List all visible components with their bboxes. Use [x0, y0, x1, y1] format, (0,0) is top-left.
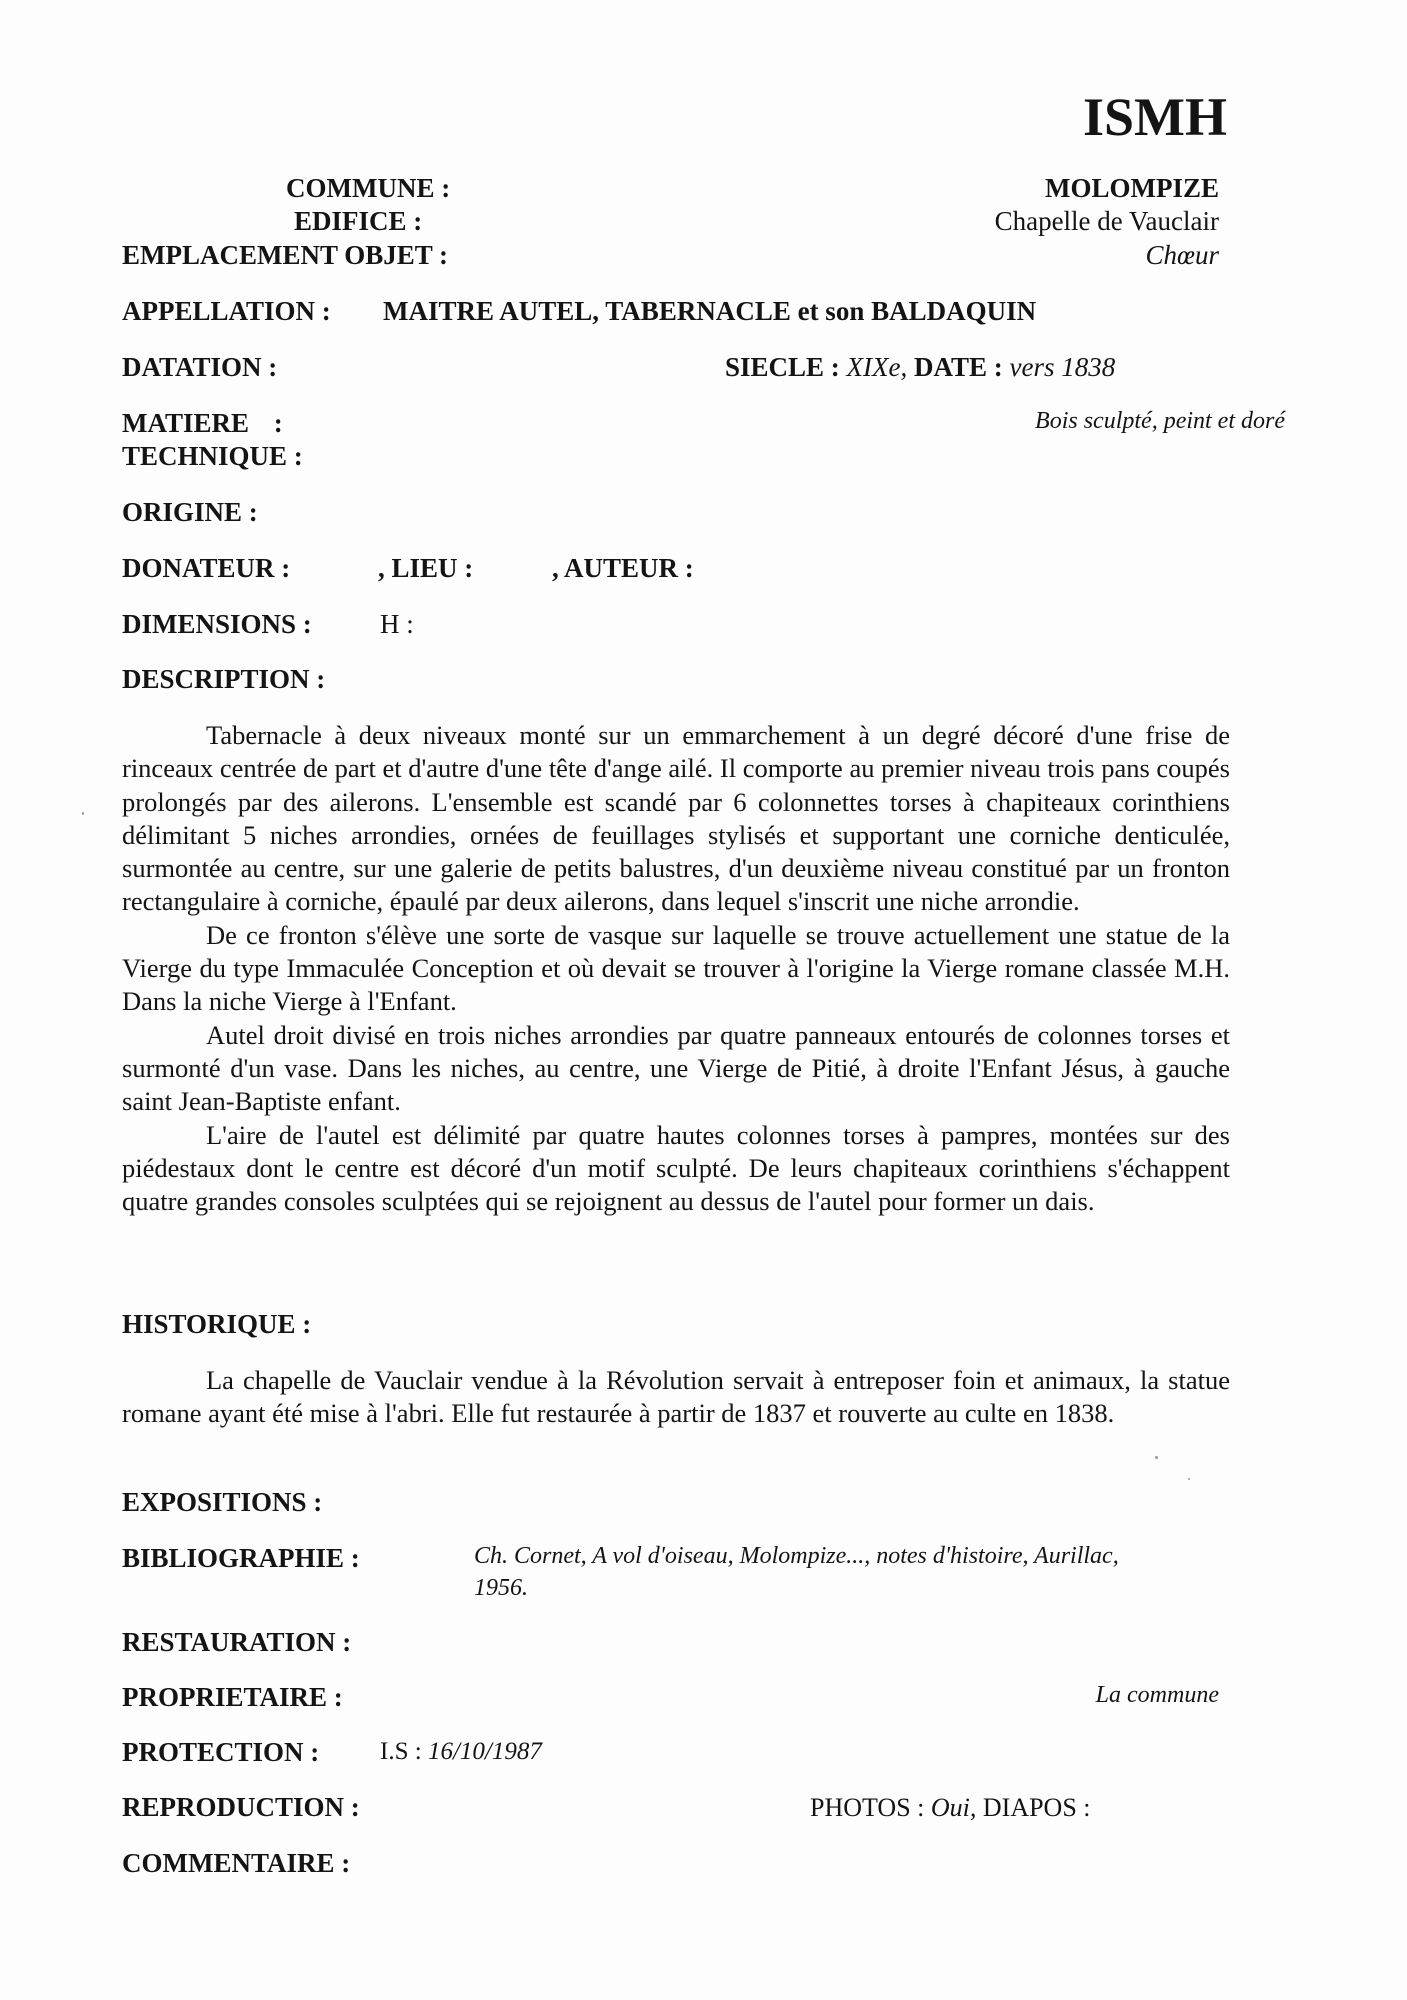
auteur-label: , AUTEUR : — [552, 553, 694, 583]
protection-date: 16/10/1987 — [427, 1738, 542, 1765]
matiere-value: Bois sculpté, peint et doré — [1035, 408, 1285, 434]
dimensions-label: DIMENSIONS : — [122, 609, 312, 639]
date-label: DATE : — [914, 352, 1003, 382]
description-paragraph: Tabernacle à deux niveaux monté sur un emmarchement à un degré décoré d'une frise de rinceaux centrée de part et d'autre d'une tête d'ange ailé. Il comporte au premier niveau trois pans coupés prolongés par des ailerons. L'ensemble est scandé par 6 colonnettes torses à chapiteaux corinthiens délimitant 5 niches arrondies, ornées de feuillages stylisés et supportant une corniche denticulée, surmontée au centre, sur une galerie de petits balustres, d'un deuxième niveau constitué par un fronton rectangulaire à corniche, épaulé par deux ailerons, dans lequel s'inscrit une niche arrondie. — [122, 720, 1230, 917]
scan-speck — [1155, 1456, 1158, 1459]
origine-label: ORIGINE : — [122, 497, 258, 527]
historique-paragraph: La chapelle de Vauclair vendue à la Révolution servait à entreposer foin et animaux, la statue romane ayant été mise à l'abri. Elle fut restaurée à partir de 1837 et rouverte au culte en 1838. — [122, 1365, 1230, 1429]
matiere-label: MATIERE : — [122, 408, 283, 438]
protection-value — [380, 1738, 542, 1766]
scan-speck — [82, 812, 84, 815]
scan-speck — [1188, 1478, 1190, 1480]
donateur-label: DONATEUR : — [122, 553, 291, 583]
appellation-label: APPELLATION : — [122, 296, 331, 326]
commentaire-label: COMMENTAIRE : — [122, 1848, 351, 1878]
reproduction-label: REPRODUCTION : — [122, 1792, 360, 1822]
historique-label: HISTORIQUE : — [122, 1309, 312, 1339]
lieu-label: , LIEU : — [378, 553, 474, 583]
bibliographie-line-2: 1956. — [474, 1575, 528, 1601]
edifice-label: EDIFICE : — [294, 206, 423, 236]
description-label: DESCRIPTION : — [122, 664, 326, 694]
description-text — [122, 719, 1230, 1218]
expositions-label: EXPOSITIONS : — [122, 1487, 323, 1517]
proprietaire-label: PROPRIETAIRE : — [122, 1682, 343, 1712]
siecle-value: XIXe, — [846, 352, 908, 382]
proprietaire-value: La commune — [1095, 1682, 1219, 1708]
datation-label: DATATION : — [122, 352, 278, 382]
technique-label: TECHNIQUE : — [122, 441, 303, 471]
emplacement-label: EMPLACEMENT OBJET : — [122, 240, 449, 270]
edifice-value: Chapelle de Vauclair — [994, 206, 1219, 236]
siecle-label: SIECLE : — [725, 352, 840, 382]
datation-values — [725, 352, 1115, 383]
description-paragraph: L'aire de l'autel est délimité par quatre hautes colonnes torses à pampres, montées sur des piédestaux dont le centre est décoré d'un motif sculpté. De leurs chapiteaux corinthiens s'échappent quatre grandes consoles sculptées qui se rejoignent au dessus de l'autel pour former un dais. — [122, 1119, 1230, 1217]
protection-label: PROTECTION : — [122, 1737, 320, 1767]
diapos-label: DIAPOS : — [982, 1793, 1091, 1822]
commune-label: COMMUNE : — [286, 173, 451, 203]
restauration-label: RESTAURATION : — [122, 1627, 352, 1657]
description-paragraph: De ce fronton s'élève une sorte de vasque sur laquelle se trouve actuellement une statue de la Vierge du type Immaculée Conception et où devait se trouver à l'origine la Vierge romane classée M.H. Dans la niche Vierge à l'Enfant. — [122, 919, 1230, 1017]
dimensions-value: H : — [380, 609, 414, 639]
bibliographie-label: BIBLIOGRAPHIE : — [122, 1543, 360, 1573]
document-code: ISMH — [1082, 87, 1227, 147]
historique-text — [122, 1364, 1230, 1431]
reproduction-values — [810, 1793, 1091, 1823]
appellation-value: MAITRE AUTEL, TABERNACLE et son BALDAQUIN — [383, 296, 1037, 326]
description-paragraph: Autel droit divisé en trois niches arrondies par quatre panneaux entourés de colonnes torses et surmonté d'un vase. Dans les niches, au centre, une Vierge de Pitié, à droite l'Enfant Jésus, à gauche saint Jean-Baptiste enfant. — [122, 1019, 1230, 1117]
photos-label: PHOTOS : — [810, 1793, 925, 1822]
commune-value: MOLOMPIZE — [1045, 173, 1219, 203]
emplacement-value: Chœur — [1145, 240, 1219, 270]
bibliographie-line-1: Ch. Cornet, A vol d'oiseau, Molompize..., notes d'histoire, Aurillac, — [474, 1543, 1119, 1569]
date-value: vers 1838 — [1009, 352, 1116, 382]
photos-value: Oui, — [930, 1793, 977, 1822]
protection-prefix: I.S : — [380, 1738, 422, 1765]
